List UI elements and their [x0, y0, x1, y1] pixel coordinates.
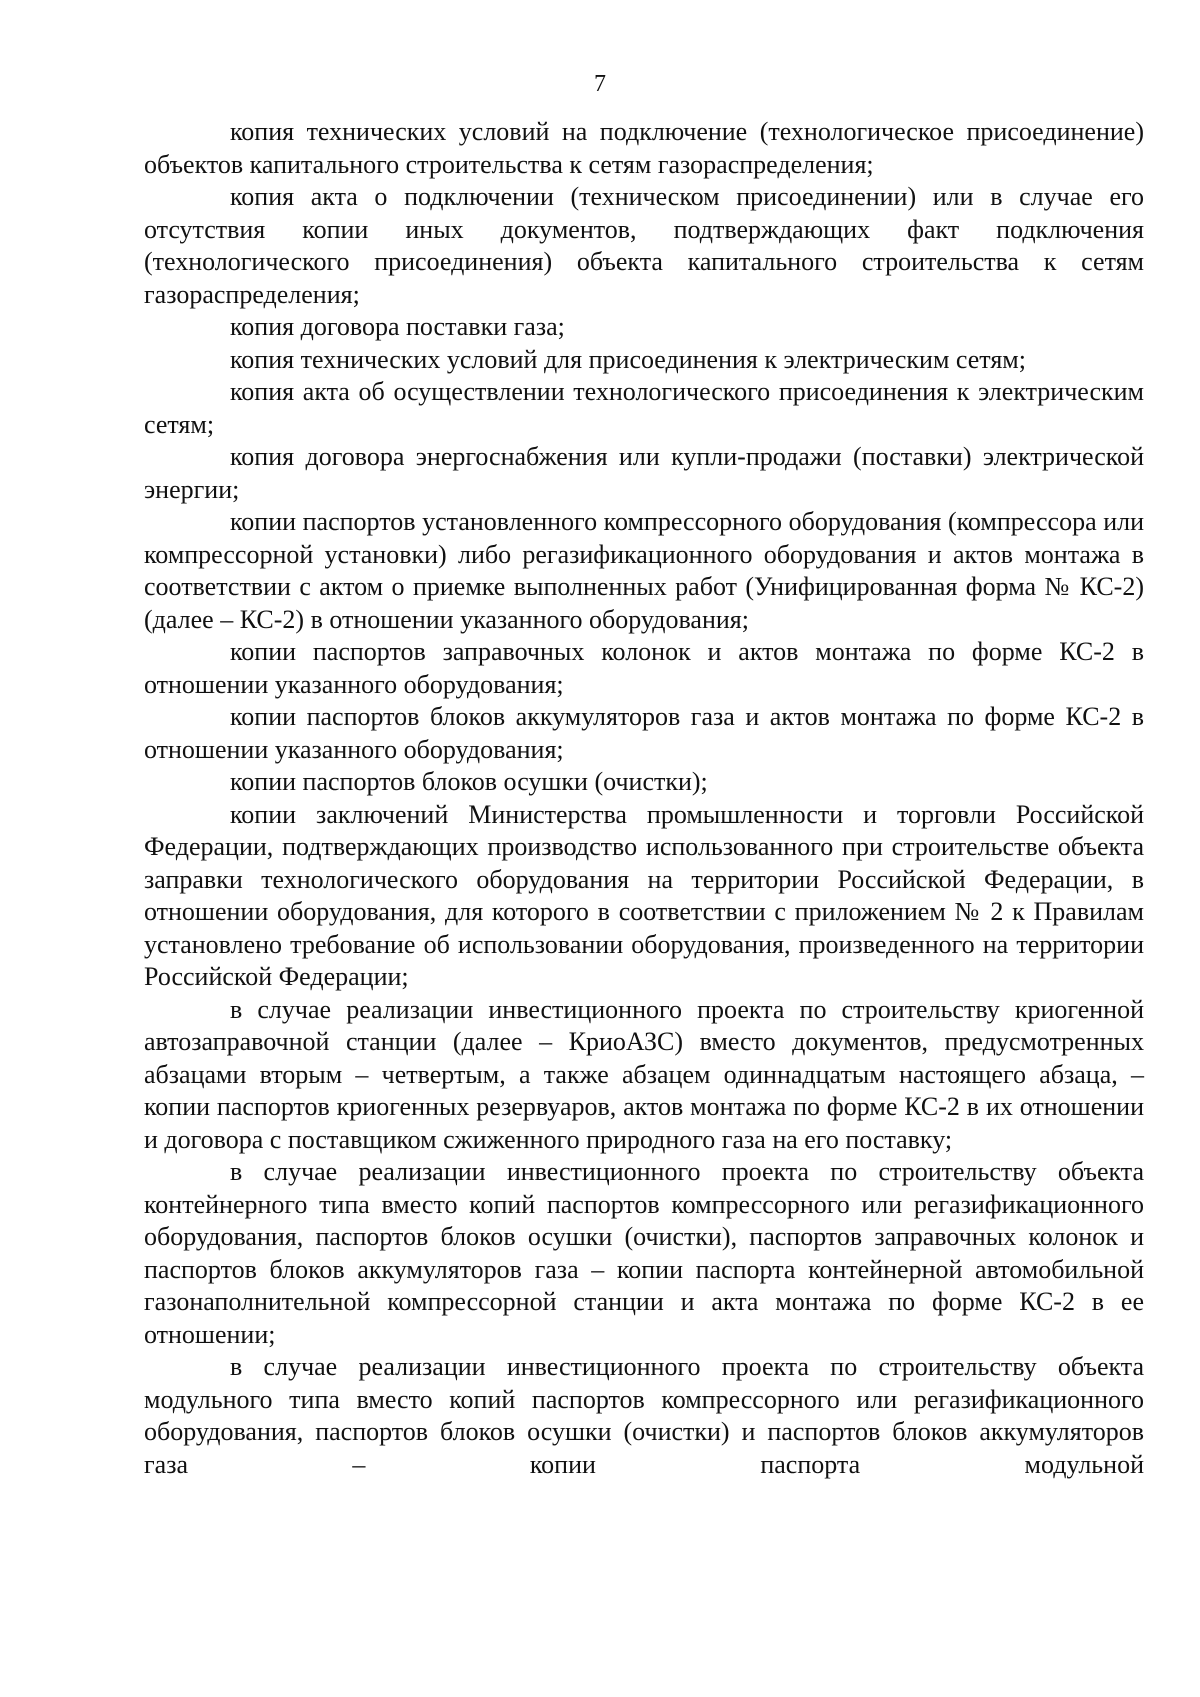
page-number: 7 [594, 71, 606, 97]
paragraph: копия договора поставки газа; [230, 312, 565, 341]
paragraph: копия технических условий на подключение (технологическое присоединение) объектов капитального строительства к сетям газораспределения; [144, 117, 1144, 179]
paragraph: копии паспортов заправочных колонок и актов монтажа по форме КС-2 в отношении указанного оборудования; [144, 637, 1144, 699]
paragraph: копии паспортов установленного компрессорного оборудования (компрессора или компрессорной установки) либо регазификационного оборудования и актов монтажа в соответствии с актом о приемке выполненных работ (Унифицированная форма № КС-2) (далее – КС-2) в отношении указанного оборудования; [144, 507, 1144, 634]
document-body [144, 116, 1144, 1481]
paragraph: копия технических условий для присоединения к электрическим сетям; [230, 344, 1026, 374]
paragraph: копия акта об осуществлении технологического присоединения к электрическим сетям; [144, 377, 1144, 439]
paragraph: в случае реализации инвестиционного проекта по строительству объекта контейнерного типа вместо копий паспортов компрессорного или регазификационного оборудования, паспортов блоков осушки (очистки), паспортов заправочных колонок и паспортов блоков аккумуляторов газа – копии паспорта контейнерной автомобильной газонаполнительной компрессорной станции и акта монтажа по форме КС-2 в ее отношении; [144, 1157, 1144, 1349]
paragraph: копия акта о подключении (техническом присоединении) или в случае его отсутствия копии иных документов, подтверждающих факт подключения (технологического присоединения) объекта капитального строительства к сетям газораспределения; [144, 182, 1144, 309]
paragraph-continued: в случае реализации инвестиционного проекта по строительству объекта модульного типа вместо копий паспортов компрессорного или регазификационного оборудования, паспортов блоков осушки (очистки) и паспортов блоков аккумуляторов газа – копии паспорта модульной [144, 1352, 1144, 1479]
paragraph: копия договора энергоснабжения или купли-продажи (поставки) электрической энергии; [144, 442, 1144, 504]
paragraph: копии заключений Министерства промышленности и торговли Российской Федерации, подтверждающих производство использованного при строительстве объекта заправки технологического оборудования на территории Российской Федерации, в отношении оборудования, для которого в соответствии с приложением № 2 к Правилам установлено требование об использовании оборудования, произведенного на территории Российской Федерации; [144, 799, 1144, 991]
paragraph: копии паспортов блоков аккумуляторов газа и актов монтажа по форме КС-2 в отношении указанного оборудования; [144, 702, 1144, 764]
paragraph: копии паспортов блоков осушки (очистки); [230, 767, 708, 796]
paragraph: в случае реализации инвестиционного проекта по строительству криогенной автозаправочной станции (далее – КриоАЗС) вместо документов, предусмотренных абзацами вторым – четвертым, а также абзацем одиннадцатым настоящего абзаца, – копии паспортов криогенных резервуаров, актов монтажа по форме КС-2 в их отношении и договора с поставщиком сжиженного природного газа на его поставку; [144, 994, 1144, 1154]
